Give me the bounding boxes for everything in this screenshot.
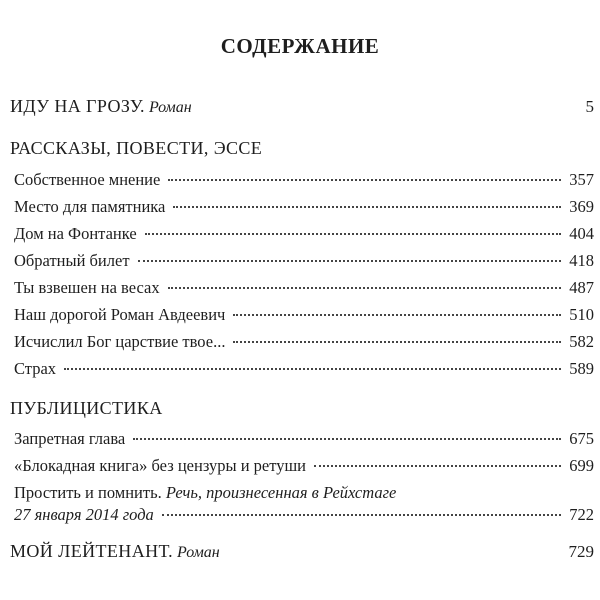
toc-entry-speech-line-1[interactable] [14, 483, 396, 503]
entry-page-number: 699 [569, 456, 594, 475]
dot-leader [233, 341, 561, 343]
entry-title: Дом на Фонтанке [14, 224, 137, 243]
entry-page-number: 5 [585, 97, 594, 116]
section-heading-stories: РАССКАЗЫ, ПОВЕСТИ, ЭССЕ [10, 138, 263, 158]
toc-entry-novel-2[interactable] [10, 541, 594, 562]
entry-page-number: 418 [569, 251, 594, 270]
entry-page-number: 404 [569, 224, 594, 243]
entry-page-number: 675 [569, 429, 594, 448]
dot-leader [233, 314, 561, 316]
toc-entry[interactable] [14, 305, 594, 325]
dot-leader [314, 465, 561, 467]
toc-entry[interactable] [14, 251, 594, 271]
entry-title: Обратный билет [14, 251, 130, 270]
dot-leader [64, 368, 561, 370]
entry-title: Ты взвешен на весах [14, 278, 160, 297]
toc-entry-novel-1[interactable] [10, 96, 594, 117]
toc-entry[interactable] [14, 456, 594, 476]
dot-leader [138, 260, 562, 262]
entry-page-number: 589 [569, 359, 594, 378]
entry-page-number: 722 [569, 505, 594, 524]
entry-page-number: 582 [569, 332, 594, 351]
dot-leader [145, 233, 562, 235]
entry-title: Место для памятника [14, 197, 166, 216]
entry-page-number: 357 [569, 170, 594, 189]
entry-page-number: 369 [569, 197, 594, 216]
toc-entry[interactable] [14, 170, 594, 190]
entry-page-number: 510 [569, 305, 594, 324]
dot-leader [168, 179, 561, 181]
toc-entry[interactable] [14, 278, 594, 298]
entry-title: МОЙ ЛЕЙТЕНАНТ. [10, 541, 173, 561]
dot-leader [133, 438, 561, 440]
entry-title: Собственное мнение [14, 170, 161, 189]
toc-entry[interactable] [14, 429, 594, 449]
entry-title: Запретная глава [14, 429, 126, 448]
entry-genre: Роман [177, 544, 220, 561]
toc-entry[interactable] [14, 359, 594, 379]
entry-date: 27 января 2014 года [14, 505, 154, 524]
dot-leader [168, 287, 562, 289]
entry-subtitle: Речь, произнесенная в Рейхстаге [165, 483, 397, 502]
section-heading-publicism: ПУБЛИЦИСТИКА [10, 398, 163, 418]
entry-title: Наш дорогой Роман Авдеевич [14, 305, 226, 324]
toc-entry[interactable] [14, 224, 594, 244]
dot-leader [173, 206, 561, 208]
entry-title: Исчислил Бог царствие твое... [14, 332, 226, 351]
entry-title: «Блокадная книга» без цензуры и ретуши [14, 456, 307, 475]
entry-title: Страх [14, 359, 57, 378]
toc-entry-speech-line-2[interactable] [14, 505, 594, 525]
entry-genre: Роман [148, 99, 192, 116]
page-title: СОДЕРЖАНИЕ [220, 34, 380, 58]
entry-page-number: 729 [568, 542, 594, 561]
entry-title: ИДУ НА ГРОЗУ. [10, 96, 145, 116]
entry-page-number: 487 [569, 278, 594, 297]
toc-entry[interactable] [14, 332, 594, 352]
entry-title: Простить и помнить. [14, 483, 162, 502]
dot-leader [162, 514, 561, 516]
toc-entry[interactable] [14, 197, 594, 217]
